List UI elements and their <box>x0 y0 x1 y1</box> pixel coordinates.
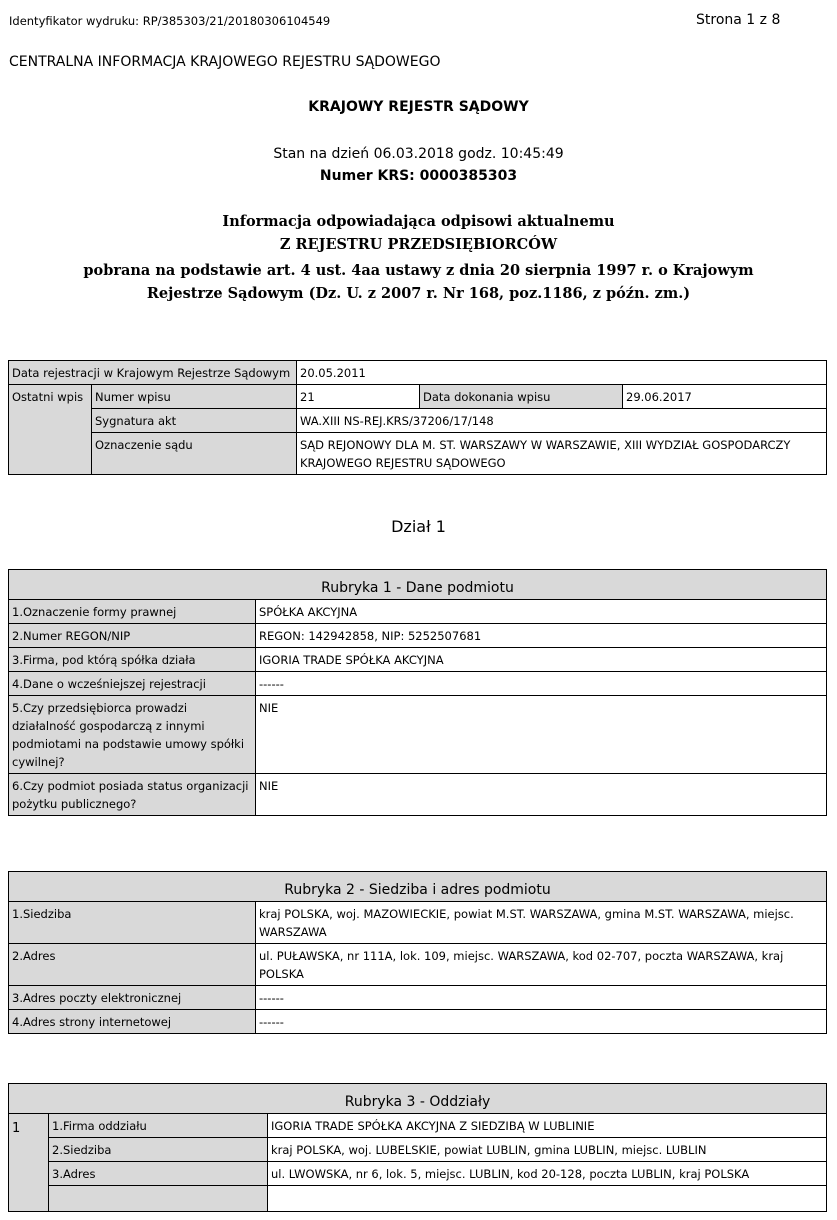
info-line-3 <box>0 259 837 305</box>
entry-date-value: 29.06.2017 <box>623 385 827 409</box>
row-label: 4.Dane o wcześniejszej rejestracji <box>9 672 256 696</box>
table-row <box>9 944 827 986</box>
row-value: NIE <box>256 696 827 774</box>
status-date: Stan na dzień 06.03.2018 godz. 10:45:49 <box>273 146 564 162</box>
section-title: Dział 1 <box>391 517 446 536</box>
row-value: kraj POLSKA, woj. MAZOWIECKIE, powiat M.ST. WARSZAWA, gmina M.ST. WARSZAWA, miejsc. WARSZAWA <box>256 902 827 944</box>
table-row <box>9 672 827 696</box>
info-line-2: Z REJESTRU PRZEDSIĘBIORCÓW <box>279 236 558 253</box>
row-label: 2.Numer REGON/NIP <box>9 624 256 648</box>
rubryka-3-title: Rubryka 3 - Oddziały <box>9 1084 827 1114</box>
row-label: 5.Czy przedsiębiorca prowadzi działalność gospodarczą z innymi podmiotami na podstawie umowy spółki cywilnej? <box>9 696 256 774</box>
registration-table <box>8 360 827 475</box>
page-number: Strona 1 z 8 <box>696 12 781 28</box>
rubryka-3-table <box>8 1083 827 1212</box>
entry-number-value: 21 <box>297 385 420 409</box>
row-label: 1.Siedziba <box>9 902 256 944</box>
row-value: SPÓŁKA AKCYJNA <box>256 600 827 624</box>
row-value: NIE <box>256 774 827 816</box>
table-row <box>9 774 827 816</box>
row-label: 3.Adres poczty elektronicznej <box>9 986 256 1010</box>
row-value: ------ <box>256 986 827 1010</box>
table-row <box>9 1010 827 1034</box>
court-value: SĄD REJONOWY DLA M. ST. WARSZAWY W WARSZAWIE, XIII WYDZIAŁ GOSPODARCZY KRAJOWEGO REJESTRU SĄDOWEGO <box>297 433 827 475</box>
krs-number: Numer KRS: 0000385303 <box>319 168 518 184</box>
table-row <box>9 696 827 774</box>
row-value-empty <box>268 1186 827 1212</box>
table-row <box>9 624 827 648</box>
rubryka-2-title: Rubryka 2 - Siedziba i adres podmiotu <box>9 872 827 902</box>
last-entry-label: Ostatni wpis <box>9 385 92 475</box>
table-row <box>9 648 827 672</box>
table-row <box>9 600 827 624</box>
info-line-1: Informacja odpowiadająca odpisowi aktualnemu <box>222 213 615 230</box>
organization-name: CENTRALNA INFORMACJA KRAJOWEGO REJESTRU SĄDOWEGO <box>9 54 441 70</box>
signature-label: Sygnatura akt <box>92 409 297 433</box>
rubryka-2-table <box>8 871 827 1034</box>
table-row <box>9 902 827 944</box>
legal-basis-text: pobrana na podstawie art. 4 ust. 4aa ustawy z dnia 20 sierpnia 1997 r. o Krajowym Rejestrze Sądowym (Dz. U. z 2007 r. Nr 168, poz.1186, z późn. zm.) <box>83 262 754 302</box>
row-label: 3.Firma, pod którą spółka działa <box>9 648 256 672</box>
row-value: ul. LWOWSKA, nr 6, lok. 5, miejsc. LUBLIN, kod 20-128, poczta LUBLIN, kraj POLSKA <box>268 1162 827 1186</box>
branch-number: 1 <box>9 1114 49 1212</box>
table-row <box>9 1114 827 1138</box>
row-label: 6.Czy podmiot posiada status organizacji pożytku publicznego? <box>9 774 256 816</box>
row-value: IGORIA TRADE SPÓŁKA AKCYJNA Z SIEDZIBĄ W LUBLINIE <box>268 1114 827 1138</box>
rubryka-1-title: Rubryka 1 - Dane podmiotu <box>9 570 827 600</box>
print-identifier: Identyfikator wydruku: RP/385303/21/20180306104549 <box>9 14 331 28</box>
row-value: REGON: 142942858, NIP: 5252507681 <box>256 624 827 648</box>
row-label: 2.Adres <box>9 944 256 986</box>
table-row <box>9 1138 827 1162</box>
table-row <box>9 1186 827 1212</box>
row-value: ------ <box>256 1010 827 1034</box>
row-value: IGORIA TRADE SPÓŁKA AKCYJNA <box>256 648 827 672</box>
row-value: kraj POLSKA, woj. LUBELSKIE, powiat LUBLIN, gmina LUBLIN, miejsc. LUBLIN <box>268 1138 827 1162</box>
signature-value: WA.XIII NS-REJ.KRS/37206/17/148 <box>297 409 827 433</box>
row-label: 3.Adres <box>49 1162 268 1186</box>
row-value: ul. PUŁAWSKA, nr 111A, lok. 109, miejsc. WARSZAWA, kod 02-707, poczta WARSZAWA, kraj POLSKA <box>256 944 827 986</box>
rubryka-1-table <box>8 569 827 816</box>
entry-number-label: Numer wpisu <box>92 385 297 409</box>
registry-title: KRAJOWY REJESTR SĄDOWY <box>308 99 529 115</box>
row-label: 1.Oznaczenie formy prawnej <box>9 600 256 624</box>
row-label: 2.Siedziba <box>49 1138 268 1162</box>
row-label: 1.Firma oddziału <box>49 1114 268 1138</box>
entry-date-label: Data dokonania wpisu <box>420 385 623 409</box>
court-label: Oznaczenie sądu <box>92 433 297 475</box>
table-row <box>9 1162 827 1186</box>
table-row <box>9 986 827 1010</box>
row-value: ------ <box>256 672 827 696</box>
registration-date-value: 20.05.2011 <box>297 361 827 385</box>
registration-date-label: Data rejestracji w Krajowym Rejestrze Sądowym <box>9 361 297 385</box>
row-label-empty <box>49 1186 268 1212</box>
row-label: 4.Adres strony internetowej <box>9 1010 256 1034</box>
